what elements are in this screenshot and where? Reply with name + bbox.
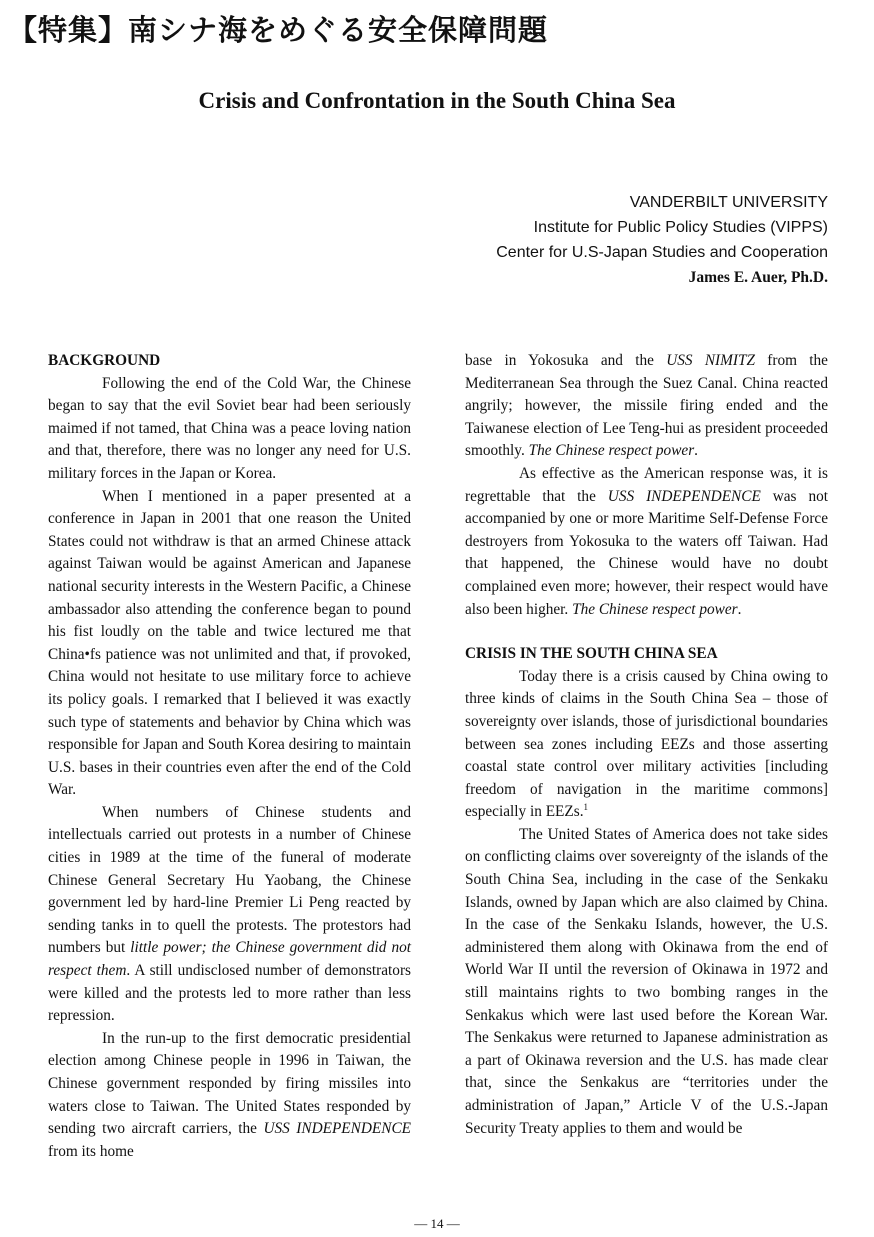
section-title: 【特集】南シナ海をめぐる安全保障問題 [8, 13, 549, 47]
paragraph: Following the end of the Cold War, the Chinese began to say that the evil Soviet bear had been seriously maimed if not tamed, that China was a peace loving nation and that, therefore, there was no longer any need for U.S. military forces in the Japan or Korea. [48, 374, 411, 482]
author-name: James E. Auer, Ph.D. [688, 269, 828, 286]
paragraph [48, 1028, 411, 1164]
footnote-marker[interactable]: 1 [583, 802, 589, 813]
spacer [465, 621, 828, 643]
affiliation-block [496, 190, 828, 290]
emphasis-text: little power; the Chinese government did not respect them [48, 939, 411, 980]
right-column [465, 350, 828, 1140]
ship-name: USS INDEPENDENCE [607, 487, 761, 505]
left-column [48, 350, 411, 1163]
institute-name: Institute for Public Policy Studies (VIPPS) [533, 219, 828, 236]
text-run: . [737, 600, 742, 618]
article-title: Crisis and Confrontation in the South China Sea [198, 88, 676, 113]
text-run: In the run-up to the first democratic presidential election among Chinese people in 1996 in Taiwan, the Chinese government responded by firing missiles into waters close to Taiwan. The United States responded by sending two aircraft carriers, the [48, 1029, 411, 1138]
center-name: Center for U.S-Japan Studies and Cooperation [496, 244, 828, 261]
paragraph: When I mentioned in a paper presented at a conference in Japan in 2001 that one reason the United States could not withdraw is that an armed Chinese attack against Taiwan would be against American and Japanese national security interests in the Western Pacific, a Chinese ambassador also attending the conference began to pound his fist loudly on the table and twice lectured me that China•fs patience was not unlimited and that, if provoked, China would not hesitate to use military force to achieve its policy goals. I remarked that I believed it was exactly such type of statements and behavior by China which was responsible for Japan and South Korea desiring to maintain U.S. bases in their countries even after the end of the Cold War. [48, 487, 411, 799]
text-run: As effective as the American response was, it is regrettable that the [465, 464, 828, 505]
text-run: from the Mediterranean Sea through the Suez Canal. China reacted angrily; however, the missile firing ended and the Taiwanese election of Lee Teng-hui as president proceeded smoothly. [465, 352, 828, 460]
university-name: VANDERBILT UNIVERSITY [629, 194, 828, 211]
text-run: Today there is a crisis caused by China owing to three kinds of claims in the South China Sea – those of sovereignty over islands, those of jurisdictional boundaries between sea zones including EEZs and those asserting coastal state control over military activities [including freedom of navigation in the maritime commons] especially in EEZs. [465, 667, 828, 821]
text-run: from its home [48, 1142, 134, 1160]
paragraph: The United States of America does not take sides on conflicting claims over sovereignty of the islands of the South China Sea, including in the case of the Senkaku Islands, owned by Japan which are also claimed by China. In the case of the Senkaku Islands, however, the U.S. administered them along with Okinawa from the end of World War II until the reversion of Okinawa in 1972 and still maintains rights to two bombing ranges in the Senkakus which were last used before the Korean War. The Senkakus were returned to Japanese administration as a part of Okinawa reversion and the U.S. has made clear that, since the Senkakus are “territories under the administration of Japan,” Article V of the U.S.-Japan Security Treaty applies to them and would be [465, 825, 828, 1137]
section-heading-crisis: CRISIS IN THE SOUTH CHINA SEA [465, 645, 718, 663]
ship-name: USS INDEPENDENCE [263, 1120, 411, 1138]
page-number: — 14 — [414, 1216, 460, 1231]
text-run: was not accompanied by one or more Maritime Self-Defense Force destroyers from Yokosuka to the waters off Taiwan. Had that happened, the Chinese would have no doubt complained even more; however, their respect would have also been higher. [465, 487, 828, 618]
paragraph [465, 463, 828, 621]
paragraph [48, 802, 411, 1028]
paragraph [465, 350, 828, 463]
text-run: base in Yokosuka and the [465, 352, 667, 369]
emphasis-text: The Chinese respect power [572, 600, 738, 618]
text-run: . [694, 442, 698, 460]
paragraph [465, 666, 828, 824]
text-run: . A still undisclosed number of demonstrators were killed and the protests led to more rather than less repression. [48, 962, 411, 1025]
text-run: When numbers of Chinese students and intellectuals carried out protests in a number of Chinese cities in 1989 at the time of the funeral of moderate Chinese General Secretary Hu Yaobang, the Chinese government led by hard-line Premier Li Peng reacted by sending tanks in to quell the protests. The protestors had numbers but [48, 803, 411, 957]
ship-name: USS NIMITZ [666, 352, 755, 369]
section-heading-background: BACKGROUND [48, 352, 161, 369]
emphasis-text: The Chinese respect power [528, 442, 695, 460]
